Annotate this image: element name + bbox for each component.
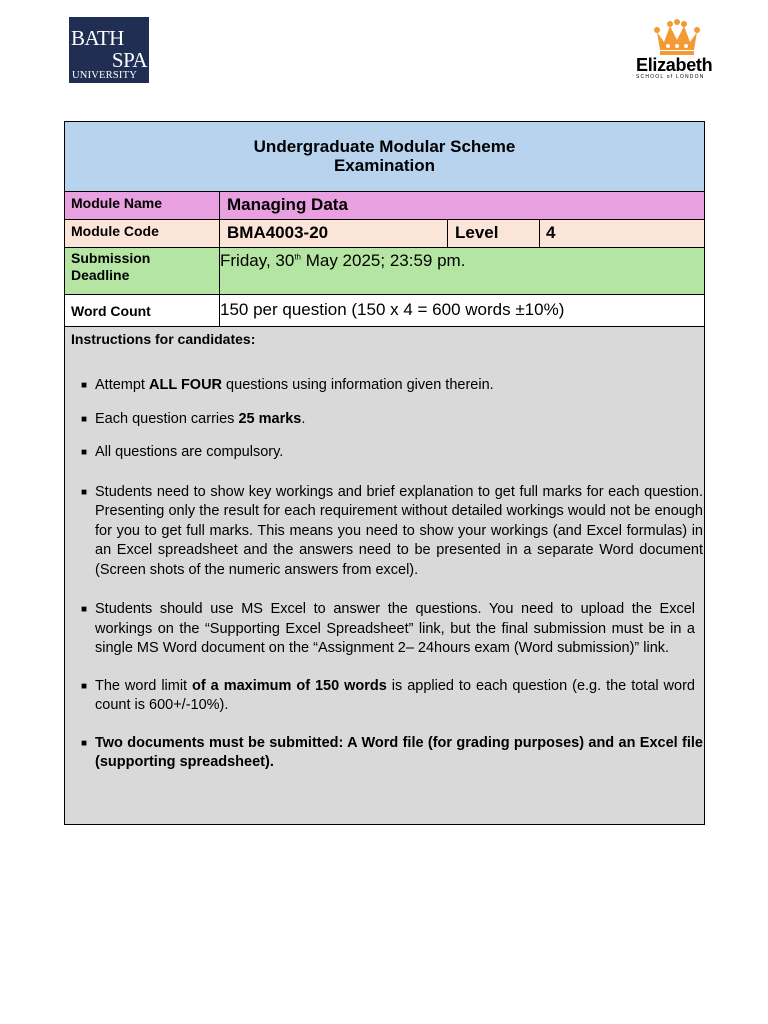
list-item: ■ Two documents must be submitted: A Word file (for grading purposes) and an Excel file (supporting spreadsheet). <box>81 734 703 770</box>
bath-spa-university-logo <box>69 17 149 83</box>
list-item: ■ Students should use MS Excel to answer the questions. You need to upload the Excel workings on the “Supporting Excel Spreadsheet” link, but the final submission must be in a single MS Word document on the “Assignment 2– 24hours exam (Word submission)” link. <box>81 601 695 656</box>
deadline-label <box>65 248 220 295</box>
exam-cover-table <box>64 121 705 825</box>
module-name-label: Module Name <box>65 192 220 220</box>
deadline-label-line2: Deadline <box>71 267 130 283</box>
bath-logo-line2: SPA <box>111 48 147 72</box>
bullet-icon: ■ <box>81 413 88 425</box>
list-item: ■ The word limit of a maximum of 150 words is applied to each question (e.g. the total word count is 600+/-10%). <box>81 677 695 713</box>
instructions-section <box>65 327 704 824</box>
module-code-label: Module Code <box>65 220 220 248</box>
bath-logo-line3: UNIVERSITY <box>72 69 137 81</box>
instructions-heading: Instructions for candidates: <box>71 331 256 347</box>
bullet-icon: ■ <box>81 486 88 498</box>
bath-logo-line1: BATH <box>71 26 124 50</box>
exam-header <box>65 122 704 192</box>
bullet-icon: ■ <box>81 604 88 615</box>
module-name-value: Managing Data <box>220 192 704 220</box>
deadline-label-line1: Submission <box>71 250 151 266</box>
bullet-icon: ■ <box>81 680 88 692</box>
list-item: ■ All questions are compulsory. <box>81 443 703 463</box>
list-item: ■ Students need to show key workings and brief explanation to get full marks for each question. Presenting only the result for each requirement without detailed workings would not be enough for you to get full marks. This means you need to show your workings (and Excel formulas) in an Excel spreadsheet and the answers need to be presented in a separate Word document (Screen shots of the numeric answers from excel). <box>81 483 703 578</box>
level-value: 4 <box>540 220 704 248</box>
bullet-icon: ■ <box>81 380 88 391</box>
deadline-date-sup: th <box>294 252 301 262</box>
list-item: ■ Each question carries 25 marks. <box>81 410 703 430</box>
exam-header-line1: Undergraduate Modular Scheme <box>253 137 516 156</box>
elizabeth-logo-sub: SCHOOL of LONDON <box>636 74 705 80</box>
bullet-icon: ■ <box>81 737 88 749</box>
word-count-label: Word Count <box>65 295 220 327</box>
deadline-date-post: May 2025; 23:59 pm. <box>301 251 466 270</box>
crown-icon <box>652 18 702 56</box>
exam-header-line2: Examination <box>333 156 436 175</box>
elizabeth-school-logo <box>632 18 722 84</box>
deadline-value <box>220 248 704 295</box>
level-label: Level <box>448 220 540 248</box>
list-item: ■ Attempt ALL FOUR questions using information given therein. <box>81 376 703 396</box>
bullet-icon: ■ <box>81 447 88 458</box>
word-count-value: 150 per question (150 x 4 = 600 words ±10%) <box>220 295 704 327</box>
deadline-date-pre: Friday, 30 <box>220 251 295 270</box>
module-code-value: BMA4003-20 <box>220 220 448 248</box>
instructions-list <box>81 376 703 787</box>
elizabeth-logo-name: Elizabeth <box>636 55 713 75</box>
